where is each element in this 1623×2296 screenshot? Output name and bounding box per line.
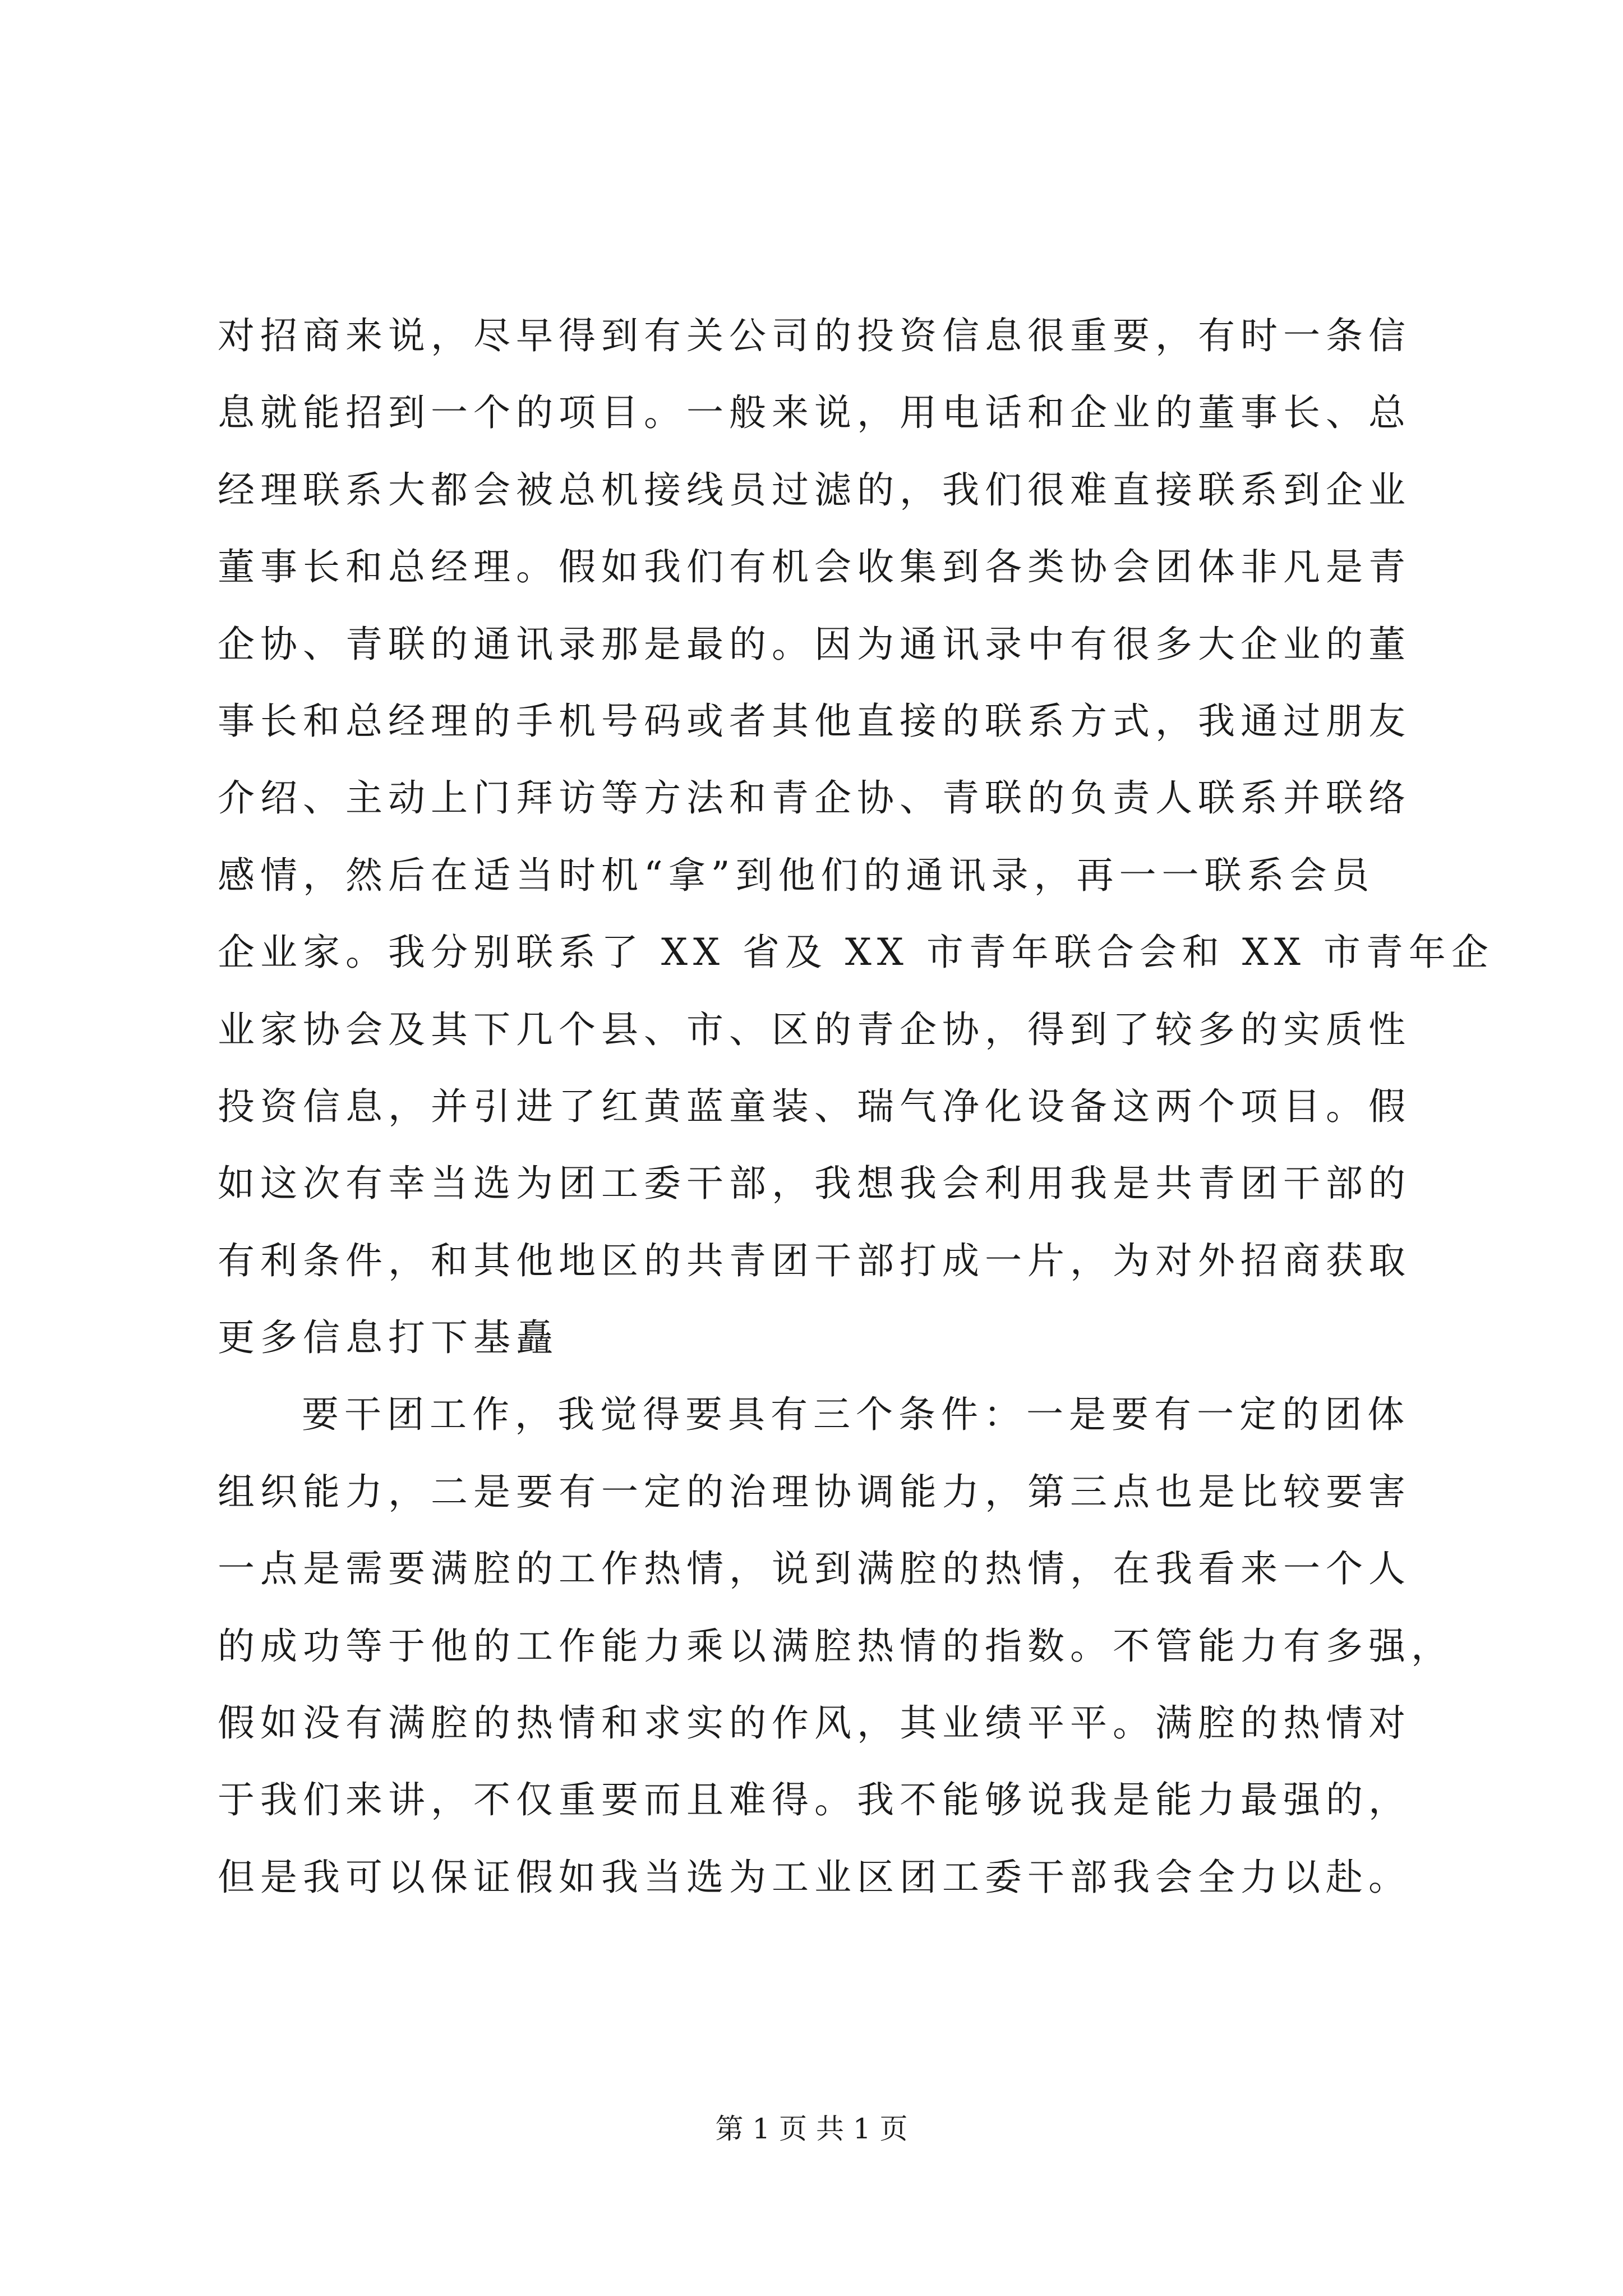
text-line: 经理联系大都会被总机接线员过滤的，我们很难直接联系到企业 bbox=[218, 468, 1411, 512]
text-line: 于我们来讲，不仅重要而且难得。我不能够说我是能力最强的， bbox=[218, 1778, 1411, 1822]
page-indicator: 第 1 页 共 1 页 bbox=[715, 2113, 908, 2145]
text-line: 组织能力，二是要有一定的治理协调能力，第三点也是比较要害 bbox=[218, 1470, 1411, 1513]
text-line: 事长和总经理的手机号码或者其他直接的联系方式，我通过朋友 bbox=[218, 699, 1411, 743]
text-line: 董事长和总经理。假如我们有机会收集到各类协会团体非凡是青 bbox=[218, 545, 1411, 589]
text-line: 一点是需要满腔的工作热情，说到满腔的热情，在我看来一个人 bbox=[218, 1547, 1411, 1591]
page-footer bbox=[0, 2112, 1623, 2146]
text-line: 介绍、主动上门拜访等方法和青企协、青联的负责人联系并联络 bbox=[218, 776, 1411, 820]
text-line: 要干团工作，我觉得要具有三个条件：一是要有一定的团体 bbox=[302, 1393, 1410, 1437]
text-line: 感情，然后在适当时机“拿”到他们的通讯录，再一一联系会员 bbox=[218, 853, 1375, 897]
text-line: 对招商来说，尽早得到有关公司的投资信息很重要，有时一条信 bbox=[218, 314, 1411, 357]
document-body bbox=[218, 297, 1494, 1916]
text-line: 假如没有满腔的热情和求实的作风，其业绩平平。满腔的热情对 bbox=[218, 1701, 1411, 1745]
text-line: 的成功等于他的工作能力乘以满腔热情的指数。不管能力有多强， bbox=[218, 1624, 1454, 1668]
text-line: 业家协会及其下几个县、市、区的青企协，得到了较多的实质性 bbox=[218, 1007, 1411, 1051]
text-line: 企业家。我分别联系了 XX 省及 XX 市青年联合会和 XX 市青年企 bbox=[218, 931, 1494, 974]
text-line: 息就能招到一个的项目。一般来说，用电话和企业的董事长、总 bbox=[218, 391, 1411, 435]
text-line: 企协、青联的通讯录那是最的。因为通讯录中有很多大企业的董 bbox=[218, 622, 1411, 666]
text-line: 投资信息，并引进了红黄蓝童装、瑞气净化设备这两个项目。假 bbox=[218, 1084, 1411, 1128]
text-line: 更多信息打下基矗 bbox=[218, 1316, 559, 1360]
text-line: 但是我可以保证假如我当选为工业区团工委干部我会全力以赴。 bbox=[218, 1855, 1411, 1899]
text-line: 有利条件，和其他地区的共青团干部打成一片，为对外招商获取 bbox=[218, 1239, 1411, 1282]
text-line: 如这次有幸当选为团工委干部，我想我会利用我是共青团干部的 bbox=[218, 1162, 1411, 1205]
